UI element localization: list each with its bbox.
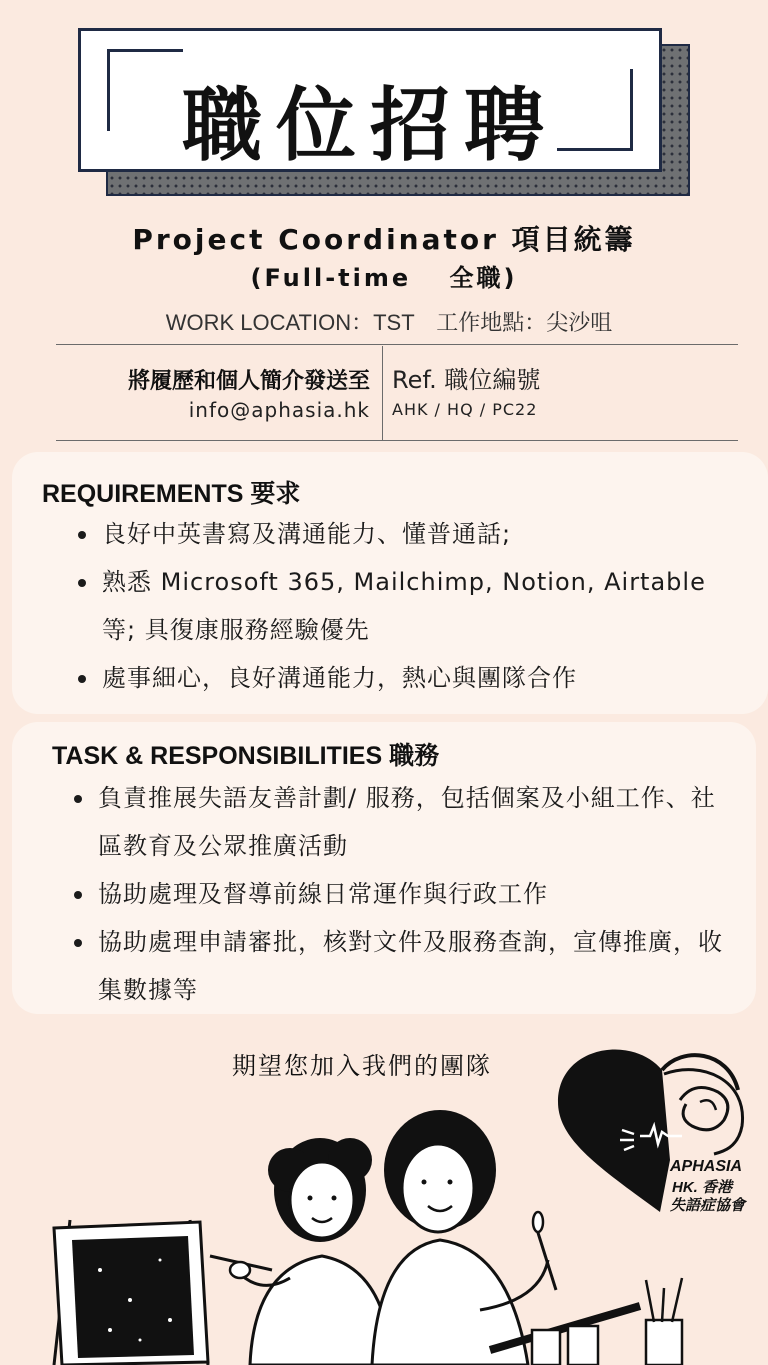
tasks-card: [12, 722, 756, 1014]
ref-label: Ref. 職位編號: [392, 366, 541, 394]
title-banner: [78, 28, 690, 196]
easel-canvas-icon: [54, 1220, 208, 1365]
ref-code: AHK / HQ / PC22: [392, 400, 538, 419]
tasks-heading: TASK & RESPONSIBILITIES 職務: [52, 742, 440, 770]
requirements-card: [12, 452, 768, 714]
task-item: 協助處理及督導前線日常運作與行政工作: [72, 870, 732, 918]
heart-head-icon: [552, 1040, 764, 1220]
welcome-message: 期望您加入我們的團隊: [232, 1052, 492, 1080]
requirements-heading: REQUIREMENTS 要求: [42, 480, 301, 508]
logo-line-3: 失語症協會: [670, 1197, 746, 1214]
divider-bottom: [56, 440, 738, 441]
task-item: 協助處理申請審批，核對文件及服務查詢，宣傳推廣，收集數據等: [72, 918, 732, 1014]
logo-line-1: APHASIA: [670, 1158, 743, 1175]
divider-vertical: [382, 346, 383, 440]
task-item: 負責推展失語友善計劃/ 服務，包括個案及小組工作、社區教育及公眾推廣活動: [72, 774, 732, 870]
job-title: Project Coordinator 項目統籌: [132, 223, 636, 256]
title-box: [78, 28, 662, 172]
job-type: (Full-time 全職): [250, 264, 518, 292]
divider-top: [56, 344, 738, 345]
apply-label: 將履歷和個人簡介發送至: [127, 369, 370, 394]
requirements-list: [76, 510, 716, 702]
logo-line-2: HK. 香港: [672, 1179, 733, 1196]
requirement-item: 良好中英書寫及溝通能力、懂普通話;: [76, 510, 716, 558]
requirement-item: 熟悉 Microsoft 365, Mailchimp, Notion, Airtable 等; 具復康服務經驗優先: [76, 558, 716, 654]
tasks-list: [72, 774, 732, 1014]
woman-left-icon: [210, 1138, 392, 1365]
page-title: 職位招聘: [182, 79, 558, 172]
woman-right-icon: [372, 1110, 556, 1365]
aphasia-hk-logo: [552, 1040, 764, 1220]
work-location: WORK LOCATION：TST 工作地點：尖沙咀: [165, 310, 613, 335]
requirement-item: 處事細心，良好溝通能力，熱心與團隊合作: [76, 654, 716, 702]
apply-email-link[interactable]: info@aphasia.hk: [188, 398, 370, 422]
